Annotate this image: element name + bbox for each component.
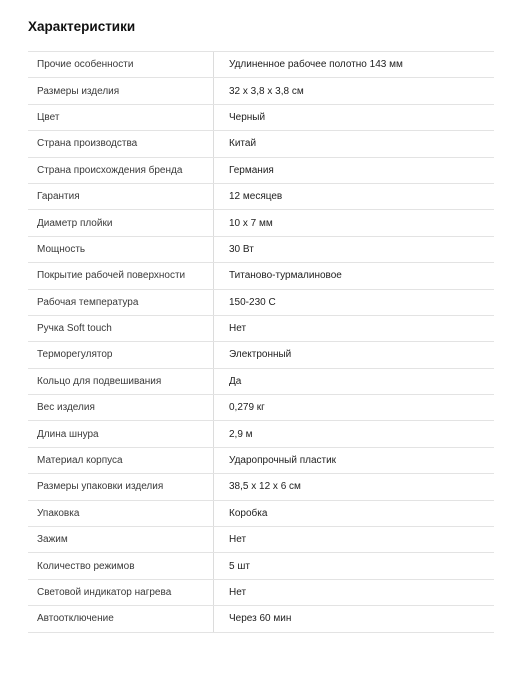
spec-row	[28, 290, 494, 316]
spec-value: 30 Вт	[229, 243, 254, 255]
spec-row	[28, 448, 494, 474]
spec-value: Нет	[229, 534, 247, 546]
specs-table	[28, 51, 494, 633]
spec-row	[28, 580, 494, 606]
spec-label: Размеры изделия	[28, 78, 214, 103]
spec-value: 12 месяцев	[229, 191, 283, 203]
spec-row	[28, 52, 494, 78]
spec-row	[28, 263, 494, 289]
spec-label: Кольцо для подвешивания	[28, 369, 214, 394]
spec-value: Китай	[229, 138, 257, 150]
spec-label: Материал корпуса	[28, 448, 214, 473]
spec-value: Электронный	[229, 349, 292, 361]
spec-row	[28, 553, 494, 579]
spec-label: Прочие особенности	[28, 52, 214, 77]
spec-value: Да	[229, 375, 242, 387]
spec-label: Зажим	[28, 527, 214, 552]
spec-row	[28, 210, 494, 236]
spec-label: Вес изделия	[28, 395, 214, 420]
spec-row	[28, 342, 494, 368]
spec-row	[28, 606, 494, 632]
spec-row	[28, 369, 494, 395]
spec-row	[28, 158, 494, 184]
spec-value: 32 x 3,8 x 3,8 см	[229, 85, 304, 97]
spec-row	[28, 501, 494, 527]
spec-row	[28, 316, 494, 342]
spec-label: Упаковка	[28, 501, 214, 526]
spec-value: 38,5 x 12 x 6 см	[229, 481, 301, 493]
spec-value: Нет	[229, 587, 247, 598]
spec-value: Германия	[229, 164, 274, 176]
spec-label: Покрытие рабочей поверхности	[28, 263, 214, 288]
spec-value: Титаново-турмалиновое	[229, 270, 342, 282]
spec-label: Цвет	[28, 105, 214, 130]
spec-value: Удлиненное рабочее полотно 143 мм	[229, 59, 403, 71]
spec-row	[28, 421, 494, 447]
spec-value: Черный	[229, 111, 266, 123]
spec-value: Через 60 мин	[229, 613, 292, 625]
spec-value: 5 шт	[229, 560, 250, 572]
spec-value: 0,279 кг	[229, 402, 265, 414]
spec-row	[28, 105, 494, 131]
spec-row	[28, 131, 494, 157]
spec-label: Страна производства	[28, 131, 214, 156]
spec-row	[28, 474, 494, 500]
spec-label: Диаметр плойки	[28, 210, 214, 235]
spec-label: Размеры упаковки изделия	[28, 474, 214, 499]
spec-value: 150-230 С	[229, 296, 276, 308]
spec-label: Мощность	[28, 237, 214, 262]
spec-label: Автоотключение	[28, 606, 214, 631]
spec-row	[28, 395, 494, 421]
spec-value: Коробка	[229, 507, 268, 519]
spec-label: Количество режимов	[28, 553, 214, 578]
characteristics-section	[28, 18, 494, 633]
spec-row	[28, 184, 494, 210]
spec-label: Ручка Soft touch	[28, 316, 214, 341]
spec-label: Рабочая температура	[28, 290, 214, 315]
spec-row	[28, 237, 494, 263]
spec-value: 10 x 7 мм	[229, 217, 273, 229]
spec-row	[28, 527, 494, 553]
spec-label: Страна происхождения бренда	[28, 158, 214, 183]
spec-label: Световой индикатор нагрева	[28, 580, 214, 605]
spec-value: Ударопрочный пластик	[229, 455, 337, 467]
spec-value: 2,9 м	[229, 428, 253, 440]
section-title: Характеристики	[28, 19, 136, 34]
spec-value: Нет	[229, 323, 247, 335]
spec-label: Длина шнура	[28, 421, 214, 446]
spec-label: Терморегулятор	[28, 342, 214, 367]
spec-label: Гарантия	[28, 184, 214, 209]
spec-row	[28, 78, 494, 104]
